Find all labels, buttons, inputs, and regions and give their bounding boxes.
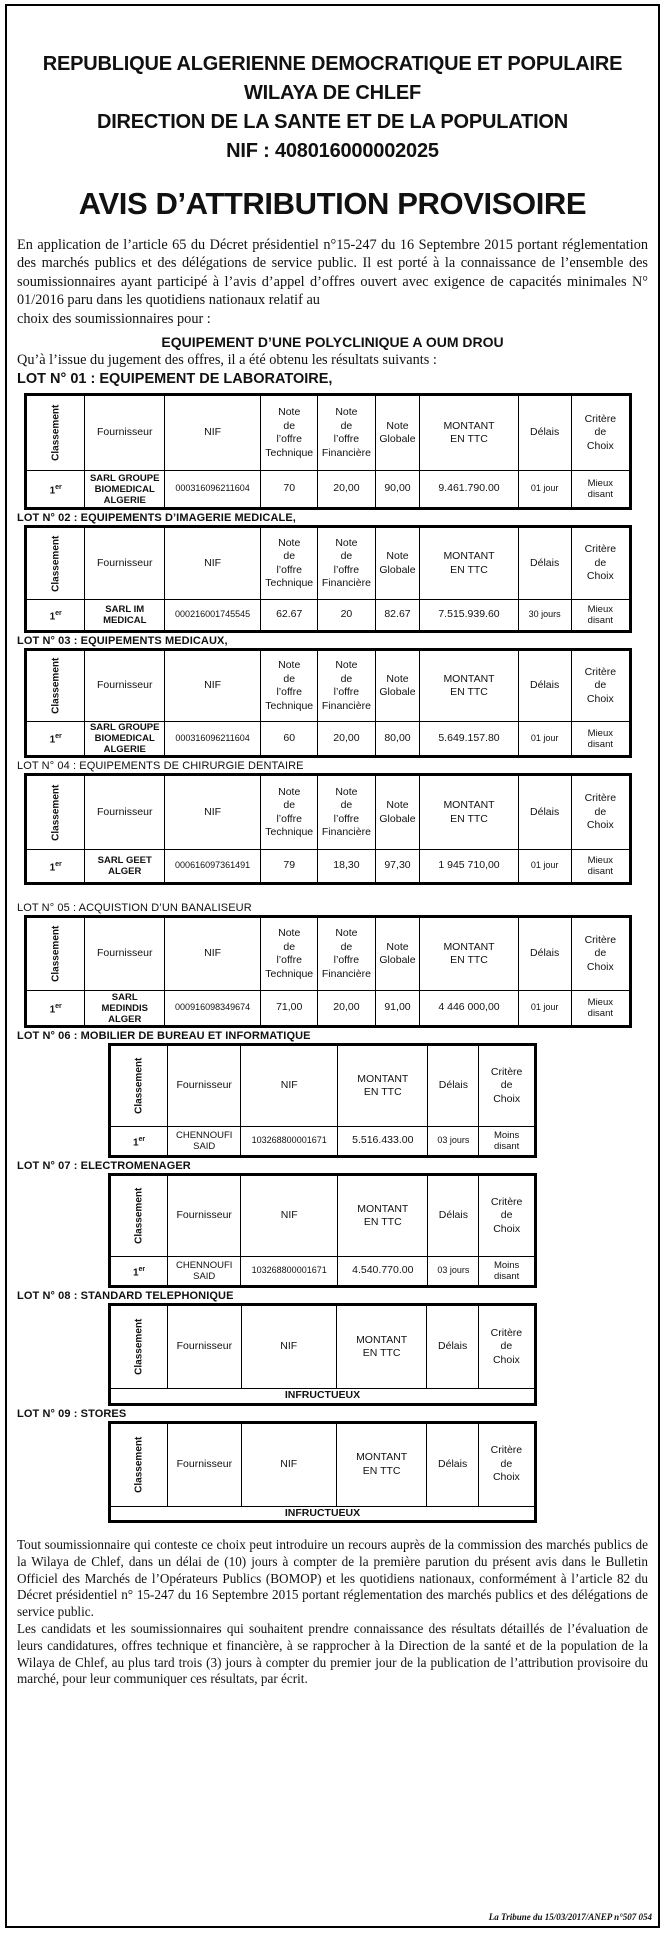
col-fournisseur: Fournisseur	[168, 1422, 241, 1506]
col-nif: NIF	[165, 527, 261, 600]
lot-table	[108, 1421, 537, 1524]
lot-table	[24, 648, 632, 758]
nif-cell: 000616097361491	[165, 850, 261, 884]
rank-suffix: er	[138, 1265, 146, 1273]
delay-cell: 03 jours	[428, 1257, 479, 1287]
notice-title: AVIS D’ATTRIBUTION PROVISOIRE	[78, 186, 587, 221]
lot-label: LOT N° 08 : STANDARD TELEPHONIQUE	[17, 1290, 234, 1303]
header-republic: REPUBLIQUE ALGERIENNE DEMOCRATIQUE ET POPULAIRE	[42, 53, 623, 75]
lot-table	[24, 393, 632, 510]
lot-data-row	[26, 991, 631, 1027]
result-cell: INFRUCTUEUX	[110, 1389, 536, 1405]
lot-table	[24, 915, 632, 1028]
col-nif: NIF	[241, 1305, 336, 1389]
fin-score-cell: 20	[318, 600, 375, 632]
lot-data-row	[110, 1127, 536, 1157]
classement-header: Classement	[49, 404, 61, 462]
criteria-cell: Mieux disant	[571, 850, 630, 884]
col-fournisseur: Fournisseur	[85, 650, 165, 722]
criteria-cell: Moins disant	[479, 1127, 536, 1157]
col-nif: NIF	[165, 917, 261, 991]
rank-suffix: er	[138, 1135, 146, 1143]
criteria-cell: Mieux disant	[571, 991, 630, 1027]
col-montant: MONTANT EN TTC	[420, 527, 518, 600]
col-montant: MONTANT EN TTC	[420, 395, 518, 471]
classement-cell	[110, 1045, 168, 1127]
classement-header: Classement	[49, 925, 61, 983]
supplier-cell: SARL MEDINDIS ALGER	[85, 991, 165, 1027]
col-note-technique: Note de l’offre Technique	[261, 527, 318, 600]
classement-cell	[26, 650, 85, 722]
col-nif: NIF	[165, 650, 261, 722]
classement-header: Classement	[133, 1187, 145, 1245]
notice-page	[5, 4, 660, 1928]
col-critere: Critère de Choix	[479, 1175, 536, 1257]
lot-header-row	[26, 775, 631, 850]
header-wilaya: WILAYA DE CHLEF	[243, 82, 422, 104]
col-fournisseur: Fournisseur	[168, 1305, 241, 1389]
lot-table	[108, 1303, 537, 1406]
result-cell: INFRUCTUEUX	[110, 1506, 536, 1522]
col-note-financiere: Note de l’offre Financière	[318, 527, 375, 600]
rank-suffix: er	[55, 1002, 62, 1010]
col-montant: MONTANT EN TTC	[336, 1422, 427, 1506]
lot-header-row	[110, 1045, 536, 1127]
col-nif: NIF	[241, 1422, 336, 1506]
col-note-globale: Note Globale	[375, 775, 420, 850]
lot1-title: LOT N° 01 : EQUIPEMENT DE LABORATOIRE,	[17, 371, 333, 388]
global-score-cell: 90,00	[375, 471, 420, 509]
header-direction: DIRECTION DE LA SANTE ET DE LA POPULATION	[96, 111, 569, 133]
delay-cell: 03 jours	[428, 1127, 479, 1157]
col-delais: Délais	[518, 650, 571, 722]
fin-score-cell: 20,00	[318, 722, 375, 757]
tech-score-cell: 79	[261, 850, 318, 884]
classement-header: Classement	[133, 1318, 145, 1376]
lot-data-row	[26, 600, 631, 632]
amount-cell: 5.649.157.80	[420, 722, 518, 757]
col-montant: MONTANT EN TTC	[338, 1045, 428, 1127]
lot-header-row	[26, 395, 631, 471]
col-note-globale: Note Globale	[375, 917, 420, 991]
col-note-globale: Note Globale	[375, 527, 420, 600]
lot-label: LOT N° 06 : MOBILIER DE BUREAU ET INFORMATIQUE	[17, 1030, 311, 1043]
lot-header-row	[26, 917, 631, 991]
supplier-cell: SARL GEET ALGER	[85, 850, 165, 884]
lot-table	[24, 773, 632, 885]
classement-header: Classement	[49, 657, 61, 715]
col-nif: NIF	[165, 395, 261, 471]
lot-data-row	[26, 471, 631, 509]
classement-cell: 1er	[26, 991, 85, 1027]
col-note-globale: Note Globale	[375, 650, 420, 722]
amount-cell: 4.540.770.00	[338, 1257, 428, 1287]
col-note-financiere: Note de l’offre Financière	[318, 917, 375, 991]
col-note-technique: Note de l’offre Technique	[261, 395, 318, 471]
col-montant: MONTANT EN TTC	[420, 650, 518, 722]
rank-suffix: er	[55, 483, 62, 491]
criteria-cell: Moins disant	[479, 1257, 536, 1287]
lot-header-row	[110, 1175, 536, 1257]
classement-cell: 1er	[26, 850, 85, 884]
col-nif: NIF	[241, 1045, 338, 1127]
lot-data-row	[26, 722, 631, 757]
classement-cell	[26, 775, 85, 850]
classement-header: Classement	[133, 1057, 145, 1115]
supplier-cell: CHENNOUFI SAID	[168, 1127, 241, 1157]
criteria-cell: Mieux disant	[571, 471, 630, 509]
lots-container	[17, 393, 648, 1523]
col-critere: Critère de Choix	[571, 917, 630, 991]
classement-cell: 1er	[26, 600, 85, 632]
supplier-cell: SARL GROUPE BIOMEDICAL ALGERIE	[85, 471, 165, 509]
rank-suffix: er	[55, 860, 62, 868]
delay-cell: 01 jour	[518, 722, 571, 757]
lot-label: LOT N° 03 : EQUIPEMENTS MEDICAUX,	[17, 635, 228, 648]
classement-header: Classement	[133, 1436, 145, 1493]
header	[17, 50, 648, 166]
col-delais: Délais	[428, 1175, 479, 1257]
nif-cell: 000916098349674	[165, 991, 261, 1027]
supplier-cell: CHENNOUFI SAID	[168, 1257, 241, 1287]
col-montant: MONTANT EN TTC	[338, 1175, 428, 1257]
outro-results: Les candidats et les soumissionnaires qui souhaitent prendre connaissance des résultats détaillés de l’évaluation de leurs candidatures, offres technique et financière, à se rapprocher à la Direction de la santé et de la population de la Wilaya de Chlef, au plus tard trois (3) jours à compter du premier jour de la publication de l’attribution provisoire du marché, pour leur communiquer ces résultats, par écrit.	[17, 1621, 648, 1687]
lot-header-row	[26, 650, 631, 722]
lot-data-row	[110, 1506, 536, 1522]
col-fournisseur: Fournisseur	[168, 1175, 241, 1257]
classement-cell	[110, 1422, 168, 1506]
col-montant: MONTANT EN TTC	[420, 917, 518, 991]
amount-cell: 9.461.790.00	[420, 471, 518, 509]
col-critere: Critère de Choix	[571, 775, 630, 850]
header-nif: NIF : 408016000002025	[226, 140, 439, 162]
fin-score-cell: 20,00	[318, 471, 375, 509]
global-score-cell: 97,30	[375, 850, 420, 884]
amount-cell: 7.515.939.60	[420, 600, 518, 632]
outro	[17, 1537, 648, 1688]
lot-header-row	[110, 1305, 536, 1389]
amount-cell: 1 945 710,00	[420, 850, 518, 884]
delay-cell: 01 jour	[518, 850, 571, 884]
col-fournisseur: Fournisseur	[168, 1045, 241, 1127]
col-delais: Délais	[518, 527, 571, 600]
col-fournisseur: Fournisseur	[85, 527, 165, 600]
col-delais: Délais	[427, 1305, 478, 1389]
lot-label: LOT N° 05 : ACQUISTION D’UN BANALISEUR	[17, 902, 252, 915]
col-nif: NIF	[241, 1175, 338, 1257]
lot-data-row	[110, 1389, 536, 1405]
classement-cell	[110, 1305, 168, 1389]
col-fournisseur: Fournisseur	[85, 917, 165, 991]
lot-data-row	[26, 850, 631, 884]
col-fournisseur: Fournisseur	[85, 775, 165, 850]
outro-recourse: Tout soumissionnaire qui conteste ce choix peut introduire un recours auprès de la commission des marchés publics de la Wilaya de Chlef, dans un délai de (10) jours à compter de la première parution du présent avis dans le Bulletin Officiel des Marchés de l’Opérateurs Publics (BOMOP) et les quotidiens nationaux, conformément à l’article 82 du Décret présidentiel n° 15-247 du 16 Septembre 2015 portant réglementation des marchés publics et des délégations de service public.	[17, 1537, 648, 1620]
tech-score-cell: 70	[261, 471, 318, 509]
col-montant: MONTANT EN TTC	[420, 775, 518, 850]
results-line: Qu’à l’issue du jugement des offres, il a été obtenu les résultats suivants :	[17, 352, 437, 369]
col-note-financiere: Note de l’offre Financière	[318, 395, 375, 471]
lot-label: LOT N° 04 : EQUIPEMENTS DE CHIRURGIE DENTAIRE	[17, 760, 304, 773]
nif-cell: 103268800001671	[241, 1257, 338, 1287]
classement-cell	[26, 527, 85, 600]
col-note-financiere: Note de l’offre Financière	[318, 775, 375, 850]
global-score-cell: 91,00	[375, 991, 420, 1027]
nif-cell: 000216001745545	[165, 600, 261, 632]
project-title: EQUIPEMENT D’UNE POLYCLINIQUE A OUM DROU	[161, 334, 504, 351]
classement-cell: 1er	[26, 722, 85, 757]
col-montant: MONTANT EN TTC	[336, 1305, 427, 1389]
col-delais: Délais	[427, 1422, 478, 1506]
classement-header: Classement	[49, 784, 61, 841]
lot-table	[108, 1173, 537, 1288]
col-critere: Critère de Choix	[571, 395, 630, 471]
classement-cell	[26, 395, 85, 471]
nif-cell: 103268800001671	[241, 1127, 338, 1157]
classement-cell: 1er	[26, 471, 85, 509]
col-nif: NIF	[165, 775, 261, 850]
global-score-cell: 80,00	[375, 722, 420, 757]
lot-header-row	[110, 1422, 536, 1506]
nif-cell: 000316096211604	[165, 471, 261, 509]
col-critere: Critère de Choix	[478, 1422, 535, 1506]
col-delais: Délais	[518, 917, 571, 991]
criteria-cell: Mieux disant	[571, 600, 630, 632]
col-note-technique: Note de l’offre Technique	[261, 917, 318, 991]
intro-paragraph	[17, 236, 648, 328]
lot-label: LOT N° 09 : STORES	[17, 1407, 127, 1420]
lot-label: LOT N° 07 : ELECTROMENAGER	[17, 1160, 191, 1173]
delay-cell: 01 jour	[518, 991, 571, 1027]
col-critere: Critère de Choix	[571, 650, 630, 722]
col-critere: Critère de Choix	[479, 1045, 536, 1127]
col-fournisseur: Fournisseur	[85, 395, 165, 471]
intro-text: En application de l’article 65 du Décret présidentiel n°15-247 du 16 Septembre 2015 portant réglementation des marchés publics et des délégations de service public. Il est porté à la connaissance de l’ensemble des soumissionnaires ayant participé à l’avis d’appel d’offres ouvert avec exigence de capacités minimales N° 01/2016 paru dans les quotidiens nationaux relatif au	[17, 237, 648, 309]
tech-score-cell: 71,00	[261, 991, 318, 1027]
col-delais: Délais	[518, 775, 571, 850]
global-score-cell: 82.67	[375, 600, 420, 632]
col-note-globale: Note Globale	[375, 395, 420, 471]
classement-cell	[110, 1175, 168, 1257]
col-critere: Critère de Choix	[478, 1305, 535, 1389]
intro-last-line: choix des soumissionnaires pour :	[17, 310, 211, 327]
classement-cell: 1er	[110, 1257, 168, 1287]
fin-score-cell: 18,30	[318, 850, 375, 884]
amount-cell: 4 446 000,00	[420, 991, 518, 1027]
rank-suffix: er	[55, 609, 62, 617]
col-delais: Délais	[518, 395, 571, 471]
classement-cell: 1er	[110, 1127, 168, 1157]
col-delais: Délais	[428, 1045, 479, 1127]
classement-header: Classement	[49, 535, 61, 592]
delay-cell: 30 jours	[518, 600, 571, 632]
col-note-technique: Note de l’offre Technique	[261, 775, 318, 850]
tech-score-cell: 60	[261, 722, 318, 757]
rank-suffix: er	[55, 733, 62, 741]
col-note-technique: Note de l’offre Technique	[261, 650, 318, 722]
nif-cell: 000316096211604	[165, 722, 261, 757]
fin-score-cell: 20,00	[318, 991, 375, 1027]
criteria-cell: Mieux disant	[571, 722, 630, 757]
lot-data-row	[110, 1257, 536, 1287]
classement-cell	[26, 917, 85, 991]
lot-table	[24, 525, 632, 633]
supplier-cell: SARL IM MEDICAL	[85, 600, 165, 632]
lot-label: LOT N° 02 : EQUIPEMENTS D’IMAGERIE MEDICALE,	[17, 512, 296, 525]
col-critere: Critère de Choix	[571, 527, 630, 600]
lot-table	[108, 1043, 537, 1158]
col-note-financiere: Note de l’offre Financière	[318, 650, 375, 722]
amount-cell: 5.516.433.00	[338, 1127, 428, 1157]
supplier-cell: SARL GROUPE BIOMEDICAL ALGERIE	[85, 722, 165, 757]
tech-score-cell: 62.67	[261, 600, 318, 632]
publication-footer: La Tribune du 15/03/2017/ANEP n°507 054	[488, 1912, 652, 1922]
lot-header-row	[26, 527, 631, 600]
delay-cell: 01 jour	[518, 471, 571, 509]
